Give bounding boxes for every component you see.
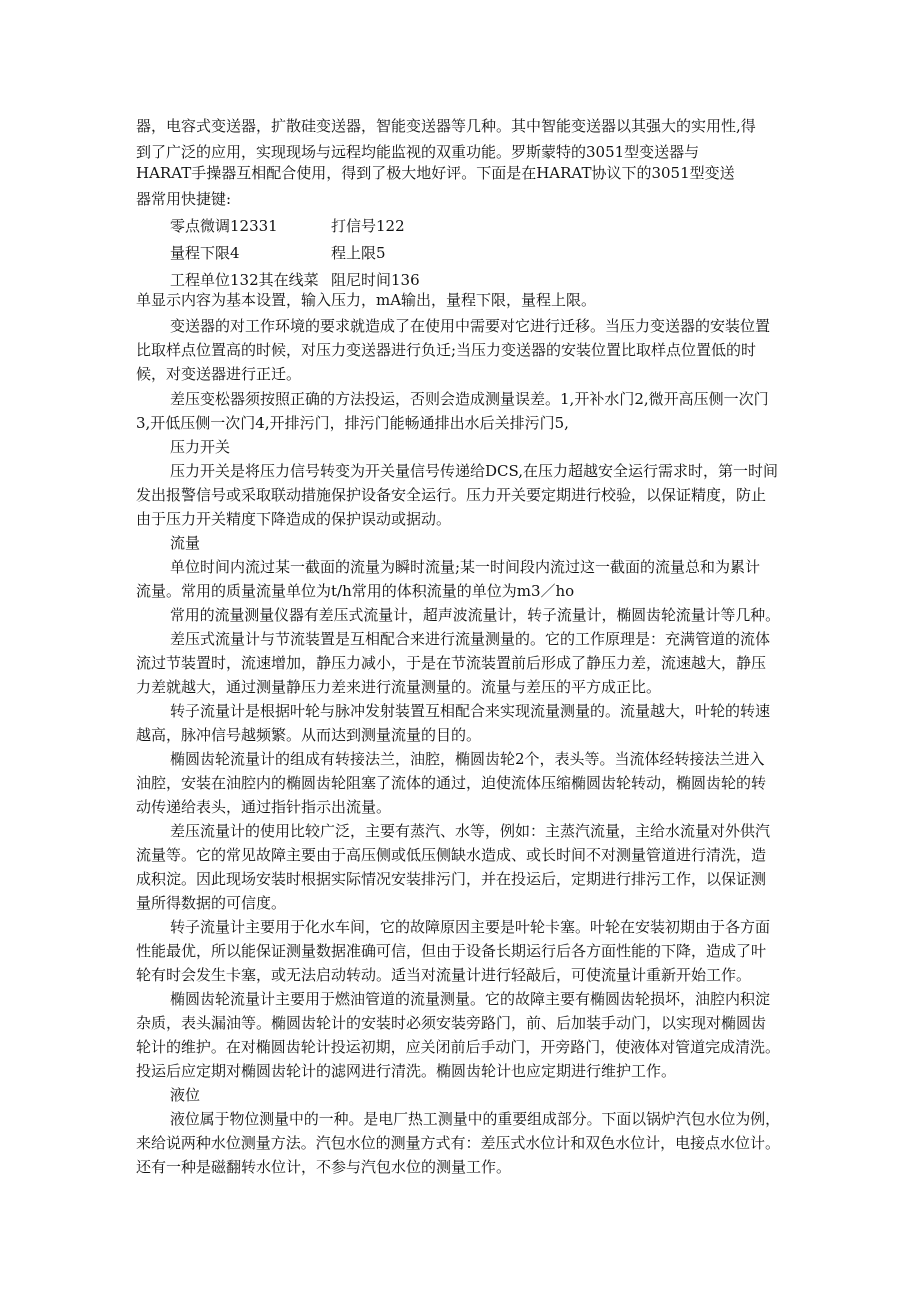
text-line: 差压式流量计与节流装置是互相配合来进行流量测量的。它的工作原理是：充满管道的流体 xyxy=(170,630,771,648)
text-line: 越高，脉冲信号越频繁。从而达到测量流量的目的。 xyxy=(136,726,482,744)
text-line: 还有一种是磁翻转水位计，不参与汽包水位的测量工作。 xyxy=(136,1158,512,1176)
section-heading: 流量 xyxy=(170,534,201,552)
text-line: 由于压力开关精度下降造成的保护误动或据动。 xyxy=(136,510,452,528)
shortcut-zero-trim: 零点微调12331 xyxy=(170,217,278,235)
text-line: 成积淀。因此现场安装时根据实际情况安装排污门，并在投运后，定期进行排污工作，以保证测 xyxy=(136,870,767,888)
text-line: 力差就越大，通过测量静压力差来进行流量测量的。流量与差压的平方成正比。 xyxy=(136,678,662,696)
text-line: 椭圆齿轮流量计的组成有转接法兰，油腔，椭圆齿轮2个，表头等。当流体经转接法兰进入 xyxy=(170,750,765,768)
text-line: 比取样点位置高的时候，对压力变送器进行负迁;当压力变送器的安装位置比取样点位置低的时 xyxy=(136,341,757,359)
shortcut-range-high: 程上限5 xyxy=(331,244,386,262)
text-line: 压力开关是将压力信号转变为开关量信号传递给DCS,在压力超越安全运行需求时，第一时间 xyxy=(170,462,779,480)
text-line: 单显示内容为基本设置，输入压力，mA输出，量程下限，量程上限。 xyxy=(136,291,597,309)
text-line: 油腔，安装在油腔内的椭圆齿轮阻塞了流体的通过，迫使流体压缩椭圆齿轮转动，椭圆齿轮的转 xyxy=(136,774,767,792)
text-line: 单位时间内流过某一截面的流量为瞬时流量;某一时间段内流过这一截面的流量总和为累计 xyxy=(170,558,761,576)
text-line: 动传递给表头，通过指针指示出流量。 xyxy=(136,798,392,816)
text-line: 流过节装置时，流速增加，静压力减小，于是在节流装置前后形成了静压力差，流速越大，静压 xyxy=(136,654,767,672)
text-line: 常用的流量测量仪器有差压式流量计，超声波流量计，转子流量计，椭圆齿轮流量计等几种。 xyxy=(170,606,781,624)
text-line: 转子流量计是根据叶轮与脉冲发射装置互相配合来实现流量测量的。流量越大，叶轮的转速 xyxy=(170,702,771,720)
text-line: 差压变松器须按照正确的方法投运，否则会造成测量误差。1,开补水门2,微开高压侧一次门 xyxy=(170,390,769,408)
text-line: 椭圆齿轮流量计主要用于燃油管道的流量测量。它的故障主要有椭圆齿轮损坏，油腔内积淀 xyxy=(170,990,771,1008)
text-line: 杂质，表头漏油等。椭圆齿轮计的安装时必须安装旁路门，前、后加装手动门，以实现对椭圆齿 xyxy=(136,1014,767,1032)
text-line: 投运后应定期对椭圆齿轮计的滤网进行清洗。椭圆齿轮计也应定期进行维护工作。 xyxy=(136,1062,677,1080)
shortcut-units: 工程单位132其在线菜 xyxy=(170,271,319,289)
text-line: 轮有时会发生卡塞，或无法启动转动。适当对流量计进行轻敲后，可使流量计重新开始工作。 xyxy=(136,966,752,984)
text-line: 流量。常用的质量流量单位为t/h常用的体积流量的单位为m3／ho xyxy=(136,582,575,600)
section-heading: 液位 xyxy=(170,1086,201,1104)
text-line: 转子流量计主要用于化水车间，它的故障原因主要是叶轮卡塞。叶轮在安装初期由于各方面 xyxy=(170,918,771,936)
text-line: HARAT手操器互相配合使用，得到了极大地好评。下面是在HARAT协议下的3051型变送 xyxy=(136,164,735,182)
text-line: 发出报警信号或采取联动措施保护设备安全运行。压力开关要定期进行校验，以保证精度，防止 xyxy=(136,486,767,504)
text-line: 液位属于物位测量中的一种。是电厂热工测量中的重要组成部分。下面以锅炉汽包水位为例， xyxy=(170,1110,781,1128)
section-heading: 压力开关 xyxy=(170,438,231,456)
text-line: 器常用快捷键: xyxy=(136,190,232,208)
text-line: 候，对变送器进行正迁。 xyxy=(136,365,302,383)
text-line: 流量等。它的常见故障主要由于高压侧或低压侧缺水造成、或长时间不对测量管道进行清洗，造 xyxy=(136,846,767,864)
text-line: 来给说两种水位测量方法。汽包水位的测量方式有：差压式水位计和双色水位计，电接点水位计。 xyxy=(136,1134,780,1152)
shortcut-damping: 阻尼时间136 xyxy=(331,271,420,289)
text-line: 变送器的对工作环境的要求就造成了在使用中需要对它进行迁移。当压力变送器的安装位置 xyxy=(170,317,771,335)
text-line: 到了广泛的应用，实现现场与远程均能监视的双重功能。罗斯蒙特的3051型变送器与 xyxy=(136,143,700,161)
text-line: 3,开低压侧一次门4,开排污门，排污门能畅通排出水后关排污门5, xyxy=(136,414,569,432)
text-line: 差压流量计的使用比较广泛，主要有蒸汽、水等，例如：主蒸汽流量，主给水流量对外供汽 xyxy=(170,822,771,840)
text-line: 轮计的维护。在对椭圆齿轮计投运初期，应关闭前后手动门，开旁路门，使液体对管道完成清洗。 xyxy=(136,1038,780,1056)
text-line: 性能最优，所以能保证测量数据准确可信，但由于设备长期运行后各方面性能的下降，造成了叶 xyxy=(136,942,767,960)
shortcut-range-low: 量程下限4 xyxy=(170,244,240,262)
text-line: 器，电容式变送器，扩散硅变送器，智能变送器等几种。其中智能变送器以其强大的实用性,得 xyxy=(136,117,756,135)
text-line: 量所得数据的可信度。 xyxy=(136,894,287,912)
shortcut-signal: 打信号122 xyxy=(331,217,405,235)
